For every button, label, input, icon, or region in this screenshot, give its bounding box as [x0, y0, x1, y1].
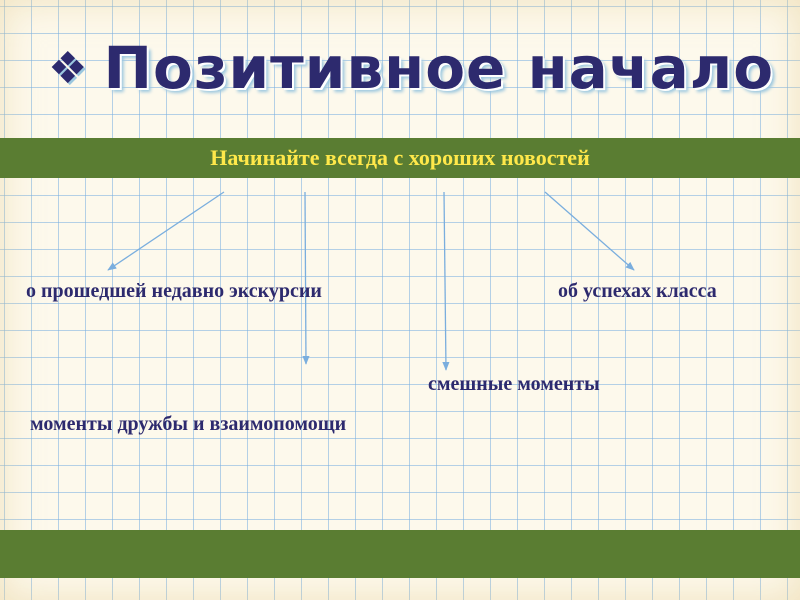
arrow-to-class-success	[545, 192, 634, 270]
bottom-bar	[0, 530, 800, 578]
item-friendship: моменты дружбы и взаимопомощи	[30, 413, 347, 435]
four-diamonds-bullet-icon: ❖	[48, 42, 88, 94]
arrow-to-funny-moments	[444, 192, 446, 370]
arrow-to-excursion	[108, 192, 224, 270]
banner-text: Начинайте всегда с хороших новостей	[210, 145, 590, 170]
title-text: Позитивное начало	[103, 34, 775, 102]
arrow-to-friendship	[305, 192, 306, 364]
item-excursion: о прошедшей недавно экскурсии	[26, 280, 322, 302]
item-funny-moments: смешные моменты	[428, 373, 600, 395]
item-class-success: об успехах класса	[558, 280, 717, 302]
